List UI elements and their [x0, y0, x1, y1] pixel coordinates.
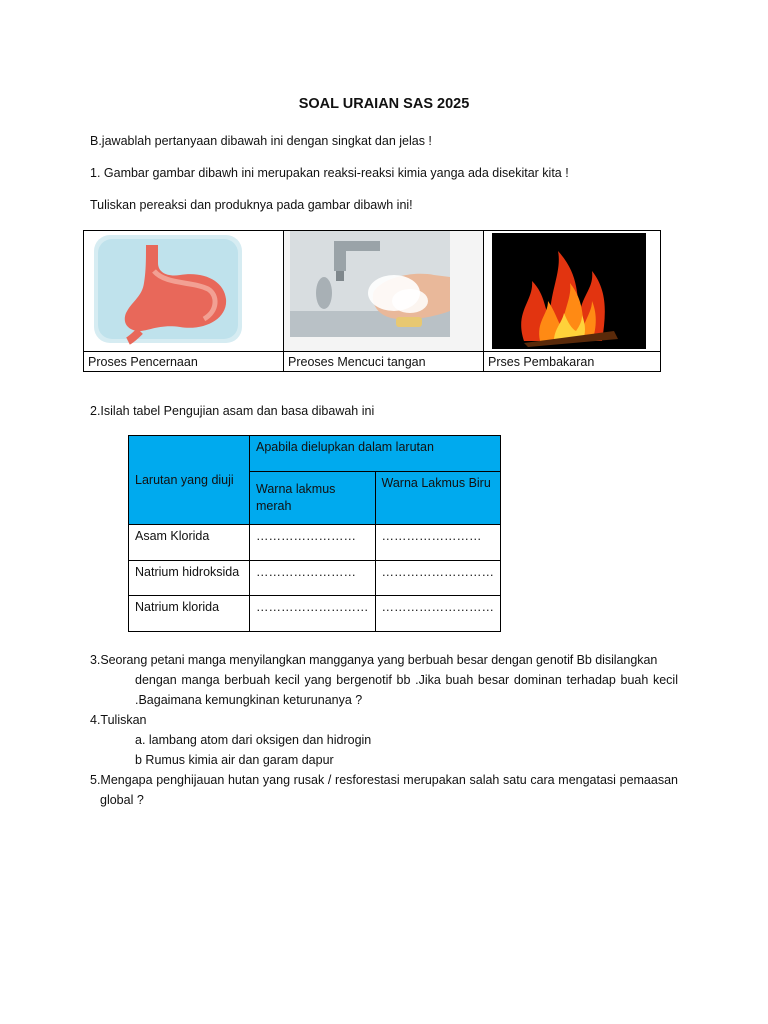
question-2-text: 2.Isilah tabel Pengujian asam dan basa dibawah ini	[90, 404, 375, 418]
caption-digestion: Proses Pencernaan	[84, 352, 284, 372]
table-row	[129, 561, 501, 596]
row-red-answer[interactable]: ………………………	[250, 596, 376, 632]
questions-block	[90, 650, 678, 810]
table-row	[129, 596, 501, 632]
question-1-text: 1. Gambar gambar dibawh ini merupakan reaksi-reaksi kimia yanga ada disekitar kita !	[90, 166, 569, 180]
row-solution-name: Natrium hidroksida	[129, 561, 250, 596]
picture-cell-fire	[484, 231, 661, 352]
picture-cell-digestion	[84, 231, 284, 352]
question-4-a: a. lambang atom dari oksigen dan hidrogin	[135, 733, 372, 747]
header-red-litmus: Warna lakmus merah	[250, 472, 376, 525]
caption-fire: Prses Pembakaran	[484, 352, 661, 372]
row-red-answer[interactable]: ……………………	[250, 525, 376, 561]
fire-icon	[484, 231, 660, 351]
table-row	[129, 525, 501, 561]
question-3-line1: 3.Seorang petani manga menyilangkan mangganya yang berbuah besar dengan genotif Bb disilangkan	[90, 653, 658, 667]
question-1-subtext: Tuliskan pereaksi dan produknya pada gambar dibawh ini!	[90, 198, 413, 212]
caption-handwash: Preoses Mencuci tangan	[284, 352, 484, 372]
instruction-text: B.jawablah pertanyaan dibawah ini dengan singkat dan jelas !	[90, 134, 432, 148]
row-blue-answer[interactable]: ……………………	[375, 525, 501, 561]
question-4-b: b Rumus kimia air dan garam dapur	[135, 753, 334, 767]
header-blue-litmus: Warna Lakmus Biru	[375, 472, 501, 525]
header-solution: Larutan yang diuji	[129, 436, 250, 525]
question-5-text: 5.Mengapa penghijauan hutan yang rusak / resforestasi merupakan salah satu cara mengatasi pemaasan global ?	[90, 773, 678, 807]
page-title: SOAL URAIAN SAS 2025	[298, 96, 470, 112]
picture-cell-handwash	[284, 231, 484, 352]
row-blue-answer[interactable]: ………………………	[375, 596, 501, 632]
question-3-rest: dengan manga berbuah kecil yang bergenotif bb .Jika buah besar dominan terhadap buah kecil .Bagaimana kemungkinan keturunanya ?	[135, 673, 678, 707]
row-red-answer[interactable]: ……………………	[250, 561, 376, 596]
stomach-icon	[84, 231, 283, 351]
row-solution-name: Asam Klorida	[129, 525, 250, 561]
row-blue-answer[interactable]: ………………………	[375, 561, 501, 596]
handwash-icon	[284, 231, 483, 351]
acid-base-table	[128, 435, 501, 632]
header-main: Apabila dielupkan dalam larutan	[250, 436, 501, 472]
question-4-label: 4.Tuliskan	[90, 713, 147, 727]
row-solution-name: Natrium klorida	[129, 596, 250, 632]
reaction-picture-table	[83, 230, 660, 369]
